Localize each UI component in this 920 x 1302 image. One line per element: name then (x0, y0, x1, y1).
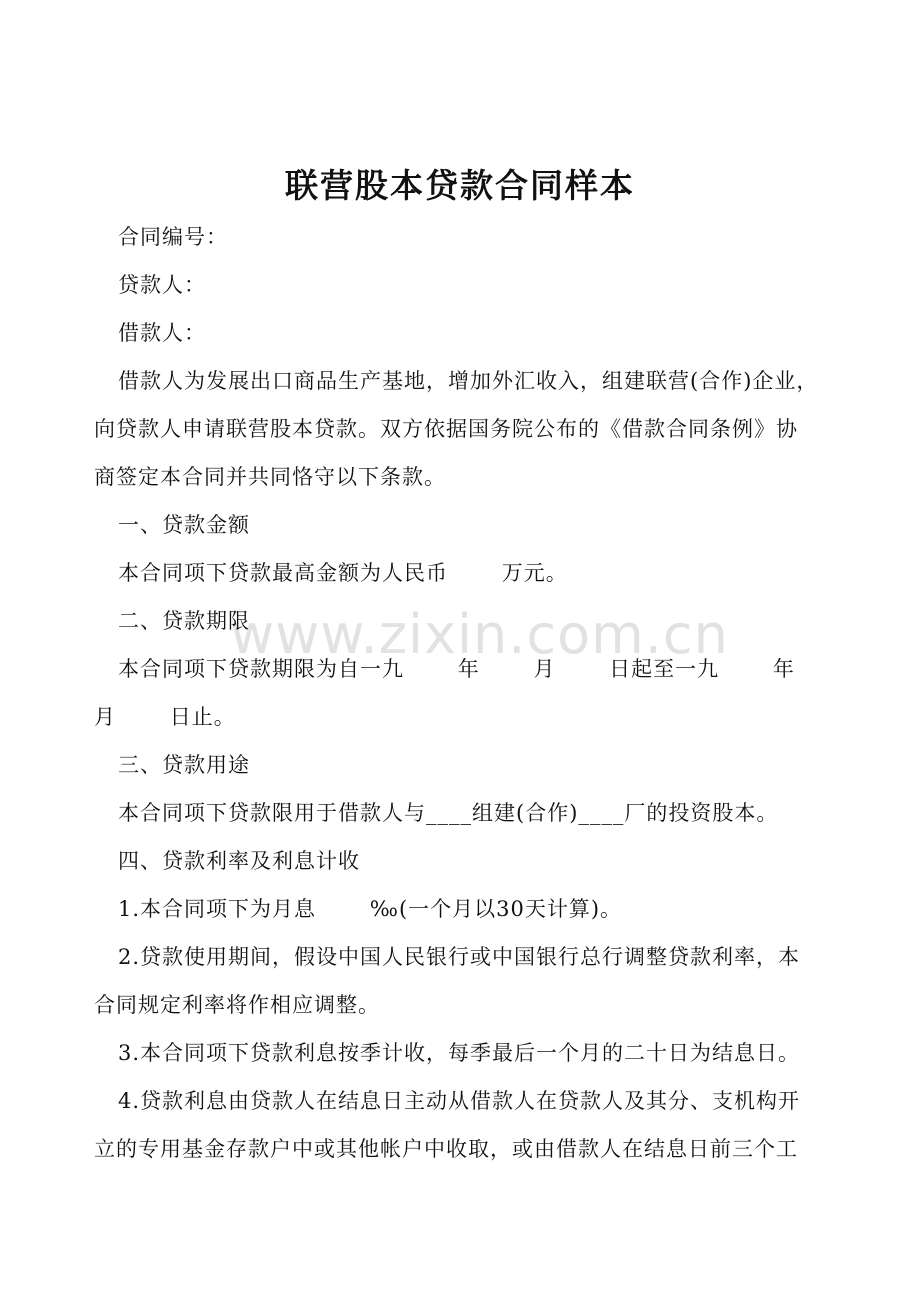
paragraph-line: 合同规定利率将作相应调整。 (94, 993, 380, 1017)
section-heading: 二、贷款期限 (118, 609, 250, 633)
section-heading: 四、贷款利率及利息计收 (118, 849, 360, 873)
paragraph-line: 1.本合同项下为月息 ‰(一个月以30天计算)。 (118, 897, 623, 921)
paragraph-line: 向贷款人申请联营股本贷款。双方依据国务院公布的《借款合同条例》协 (94, 417, 798, 441)
section-heading: 一、贷款金额 (118, 513, 250, 537)
paragraph-line: 本合同项下贷款期限为自一九 年 月 日起至一九 年 (118, 657, 795, 681)
lender-label: 贷款人： (118, 273, 206, 297)
section-heading: 三、贷款用途 (118, 753, 250, 777)
paragraph-line: 立的专用基金存款户中或其他帐户中收取，或由借款人在结息日前三个工 (94, 1137, 798, 1161)
paragraph-line: 2.贷款使用期间，假设中国人民银行或中国银行总行调整贷款利率，本 (118, 945, 801, 969)
paragraph-line: 本合同项下贷款最高金额为人民币 万元。 (118, 561, 568, 585)
paragraph-line: 本合同项下贷款限用于借款人与____组建(合作)____厂的投资股本。 (118, 801, 779, 825)
paragraph-line: 4.贷款利息由贷款人在结息日主动从借款人在贷款人及其分、支机构开 (118, 1089, 801, 1113)
document-title: 联营股本贷款合同样本 (285, 166, 635, 205)
contract-number-label: 合同编号： (118, 225, 228, 249)
paragraph-line: 商签定本合同并共同恪守以下条款。 (94, 465, 446, 489)
paragraph-line: 月 日止。 (94, 705, 236, 729)
borrower-label: 借款人： (118, 321, 206, 345)
paragraph-line: 3.本合同项下贷款利息按季计收，每季最后一个月的二十日为结息日。 (118, 1041, 801, 1065)
paragraph-line: 借款人为发展出口商品生产基地，增加外汇收入，组建联营(合作)企业， (118, 369, 819, 393)
watermark: www.zixin.com.cn (230, 603, 729, 666)
